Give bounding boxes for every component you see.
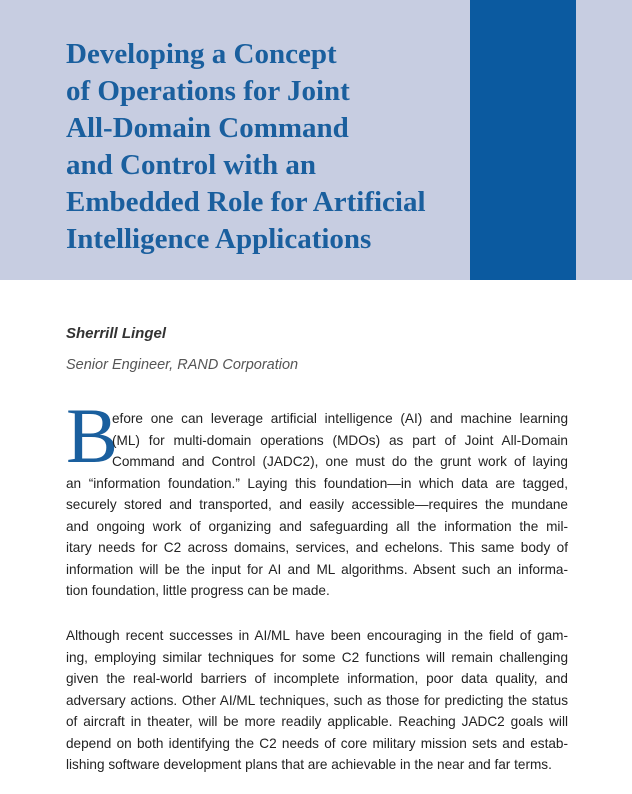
paragraph-2 [66,625,568,776]
paragraph-line: tion foundation, little progress can be made. [66,583,330,598]
paragraph-line: an “information foundation.” Laying this foundation—in which data are tagged, [66,475,568,491]
author-name: Sherrill Lingel [66,325,167,342]
title-line: of Operations for Joint [66,75,350,107]
paragraph-line: lishing software development plans that are achievable in the near and far terms. [66,757,552,772]
paragraph-line: Although recent successes in AI/ML have been encouraging in the field of gam- [66,628,568,643]
paragraph-line: of aircraft in theater, will be more readily applicable. Reaching JADC2 goals will [66,714,568,729]
drop-cap: B [66,392,119,479]
paragraph-line: efore one can leverage artificial intelligence (AI) and machine learning [112,411,568,426]
paragraph-line: itary needs for C2 across domains, services, and echelons. This same body of [66,540,568,555]
paragraph-line: securely stored and transported, and easily accessible—requires the mundane [66,497,568,512]
paragraph-line: and ongoing work of organizing and safeguarding all the information the mil- [66,518,568,534]
paragraph-line: Command and Control (JADC2), one must do the grunt work of laying [112,454,568,469]
page-title [66,36,456,258]
paragraph-line: adversary actions. Other AI/ML techniques, such as those for predicting the status [66,692,568,708]
accent-bar [470,0,576,280]
title-line: All-Domain Command [66,112,349,144]
paragraph-line: information will be the input for AI and ML algorithms. Absent such an informa- [66,561,568,577]
paragraph-line: (ML) for multi-domain operations (MDOs) as part of Joint All-Domain [112,432,568,448]
title-line: and Control with an [66,149,317,181]
title-line: Developing a Concept [66,38,337,70]
title-line: Intelligence Applications [66,223,372,255]
paragraph-line: ing, employing similar techniques for some C2 functions will remain challenging [66,649,568,665]
author-affiliation: Senior Engineer, RAND Corporation [66,357,299,373]
paragraph-line: depend on both identifying the C2 needs of core military mission sets and estab- [66,735,568,751]
paragraph-line: given the real-world barriers of incomplete information, poor data quality, and [66,671,568,686]
paragraph-1 [66,408,568,602]
title-line: Embedded Role for Artificial [66,186,426,218]
